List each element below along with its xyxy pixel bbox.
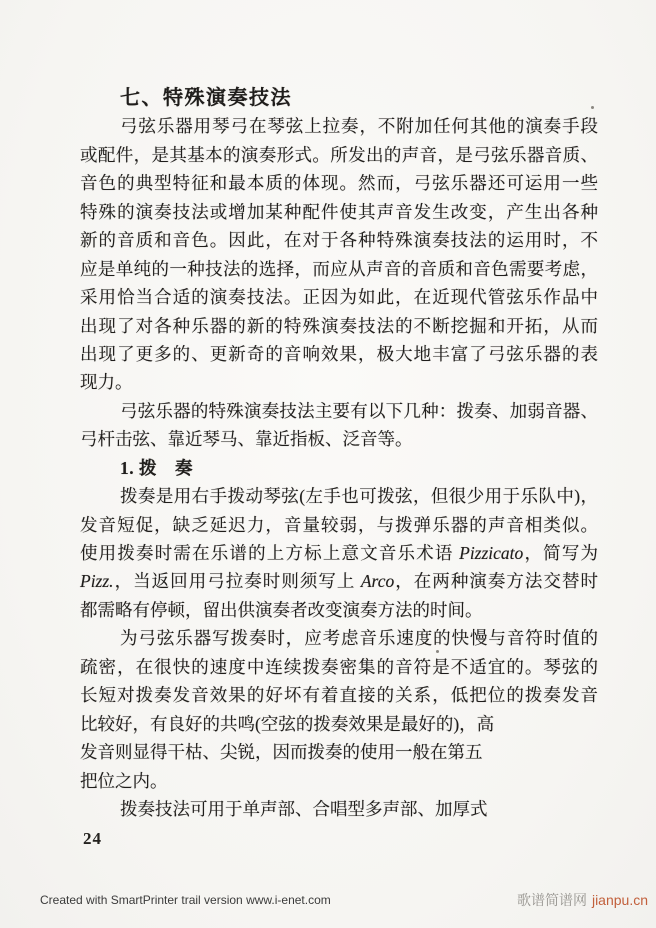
body-line: 采用恰当合适的演奏技法。正因为如此，在近现代管弦乐作品中 [80,287,598,308]
text-column [80,84,598,823]
body-line: 都需略有停顿，留出供演奏者改变演奏方法的时间。 [80,599,483,620]
music-term-pizzicato: Pizzicato [459,543,524,563]
body-text-segment: ，当返回用弓拉奏时则须写上 [113,571,361,592]
body-text-segment: 使用拨奏时需在乐谱的上方标上意文音乐术语 [80,543,460,563]
body-line: 新的音质和音色。因此，在对于各种特殊演奏技法的运用时，不 [80,230,598,251]
body-line: 疏密，在很快的速度中连续拨奏密集的音符是不适宜的。琴弦的 [80,656,598,677]
scan-artifact-dot [591,106,594,109]
music-term-arco: Arco [360,571,395,592]
body-line: 长短对拨奏发音效果的好坏有着直接的关系，低把位的拨奏发音 [80,685,598,706]
section-heading: 七、特殊演奏技法 [120,87,292,109]
body-line: 为弓弦乐器写拨奏时，应考虑音乐速度的快慢与音符时值的 [120,628,598,649]
body-text-segment: ，在两种演奏方法交替时 [394,571,599,592]
body-text-segment: ，简写为 [523,543,599,563]
body-line: 现力。 [80,372,133,393]
scan-artifact-dot [436,650,439,653]
printer-watermark: Created with SmartPrinter trail version www.i-enet.com [40,893,331,907]
body-line: 弓杆击弦、靠近琴马、靠近指板、泛音等。 [80,429,413,450]
body-line [80,539,598,567]
body-line: 出现了更多的、更新奇的音响效果，极大地丰富了弓弦乐器的表 [80,343,598,364]
subsection-heading: 1. 拨 奏 [120,457,193,478]
body-line: 出现了对各种乐器的新的特殊演奏技法的不断挖掘和开拓，从而 [80,315,598,336]
body-line: 比较好，有良好的共鸣(空弦的拨奏效果是最好的)，高 [80,713,495,734]
body-line: 应是单纯的一种技法的选择，而应从声音的音质和音色需要考虑， [80,258,598,279]
body-line: 音色的典型特征和最本质的体现。然而，弓弦乐器还可运用一些 [80,173,598,194]
body-line: 发音则显得干枯、尖锐，因而拨奏的使用一般在第五 [80,742,483,763]
body-line: 特殊的演奏技法或增加某种配件使其声音发生改变，产生出各种 [80,201,598,222]
site-name: 歌谱简谱网 [516,892,587,908]
music-term-pizz: Pizz. [80,571,114,592]
page-number: 24 [83,829,102,848]
body-line: 把位之内。 [80,770,168,791]
site-watermark [517,890,648,910]
body-line [80,567,598,595]
body-line: 弓弦乐器的特殊演奏技法主要有以下几种：拨奏、加弱音器、 [120,400,598,421]
body-line: 或配件，是其基本的演奏形式。所发出的声音，是弓弦乐器音质、 [80,144,598,165]
body-line: 弓弦乐器用琴弓在琴弦上拉奏，不附加任何其他的演奏手段 [120,116,598,137]
body-line: 发音短促，缺乏延迟力，音量较弱，与拨弹乐器的声音相类似。 [80,514,598,535]
body-line: 拨奏是用右手拨动琴弦(左手也可拨弦，但很少用于乐队中)， [120,486,598,507]
site-domain: jianpu.cn [591,892,648,908]
body-line: 拨奏技法可用于单声部、合唱型多声部、加厚式 [120,798,488,819]
